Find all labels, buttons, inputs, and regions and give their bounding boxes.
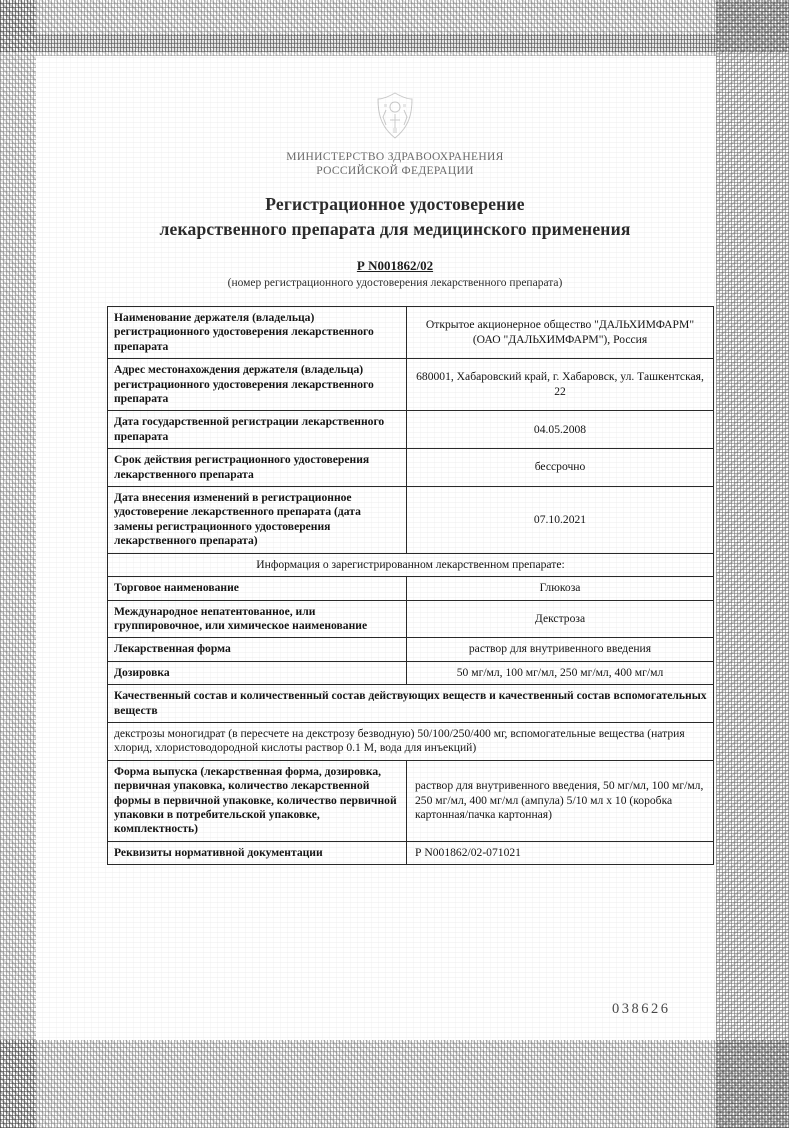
russian-coat-of-arms-icon — [372, 90, 418, 142]
row-value: 04.05.2008 — [407, 411, 714, 449]
row-value: Р N001862/02-071021 — [407, 841, 714, 864]
ministry-line-1: МИНИСТЕРСТВО ЗДРАВООХРАНЕНИЯ — [286, 151, 504, 163]
row-value: раствор для внутривенного введения, 50 мг/мл, 100 мг/мл, 250 мг/мл, 400 мг/мл (ампула) 5/10 мл х 10 (коробка картонная/пачка картонная) — [407, 760, 714, 841]
row-value: 07.10.2021 — [407, 487, 714, 554]
table-row — [108, 359, 714, 411]
table-row — [108, 449, 714, 487]
composition-text: декстрозы моногидрат (в пересчете на декстрозу безводную) 50/100/250/400 мг, вспомогательные вещества (натрия хлорид, хлористоводородной кислоты раствор 0.1 М, вода для инъекций) — [108, 722, 714, 760]
registration-number-caption: (номер регистрационного удостоверения лекарственного препарата) — [227, 277, 563, 289]
row-value: раствор для внутривенного введения — [407, 638, 714, 661]
section-header: Информация о зарегистрированном лекарственном препарате: — [108, 553, 714, 576]
ministry-heading — [60, 150, 730, 178]
row-label: Дата государственной регистрации лекарственного препарата — [108, 411, 407, 449]
registration-table — [107, 306, 714, 865]
table-row — [108, 760, 714, 841]
document-content — [60, 60, 730, 865]
scan-noise-inner-top — [36, 34, 716, 56]
table-row — [108, 600, 714, 638]
row-label: Адрес местонахождения держателя (владельца) регистрационного удостоверения лекарственного препарата — [108, 359, 407, 411]
row-label: Форма выпуска (лекарственная форма, дозировка, первичная упаковка, количество лекарственной формы в первичной упаковке, количество первичной упаковки в потребительской упаковке, комплектность) — [108, 760, 407, 841]
row-value: 680001, Хабаровский край, г. Хабаровск, ул. Ташкентская, 22 — [407, 359, 714, 411]
table-row — [108, 638, 714, 661]
row-value: Открытое акционерное общество "ДАЛЬХИМФАРМ" (ОАО "ДАЛЬХИМФАРМ"), Россия — [407, 307, 714, 359]
table-row — [108, 577, 714, 600]
scan-noise-top — [0, 0, 789, 52]
composition-header: Качественный состав и количественный состав действующих веществ и качественный состав вспомогательных веществ — [108, 685, 714, 723]
title-line-1: Регистрационное удостоверение — [265, 194, 525, 214]
title-line-2: лекарственного препарата для медицинского применения — [159, 219, 631, 239]
row-value: Глюкоза — [407, 577, 714, 600]
table-row — [108, 307, 714, 359]
row-label: Наименование держателя (владельца) регистрационного удостоверения лекарственного препарата — [108, 307, 407, 359]
row-value: Декстроза — [407, 600, 714, 638]
scan-noise-left — [0, 0, 36, 1128]
table-row — [108, 661, 714, 684]
table-row — [108, 841, 714, 864]
row-value: 50 мг/мл, 100 мг/мл, 250 мг/мл, 400 мг/мл — [407, 661, 714, 684]
ministry-line-2: РОССИЙСКОЙ ФЕДЕРАЦИИ — [316, 165, 474, 177]
row-label: Дата внесения изменений в регистрационное удостоверение лекарственного препарата (дата замены регистрационного удостоверения лекарственного препарата) — [108, 487, 407, 554]
table-row — [108, 487, 714, 554]
row-value: бессрочно — [407, 449, 714, 487]
stamp-number: 038626 — [612, 1001, 671, 1017]
page-title — [60, 192, 730, 242]
table-row — [108, 411, 714, 449]
row-label: Реквизиты нормативной документации — [108, 841, 407, 864]
row-label: Международное непатентованное, или группировочное, или химическое наименование — [108, 600, 407, 638]
row-label: Дозировка — [108, 661, 407, 684]
composition-text-row — [108, 722, 714, 760]
row-label: Срок действия регистрационного удостоверения лекарственного препарата — [108, 449, 407, 487]
scan-noise-bottom — [0, 1040, 789, 1128]
table-section-header-row — [108, 553, 714, 576]
row-label: Торговое наименование — [108, 577, 407, 600]
composition-header-row — [108, 685, 714, 723]
row-label: Лекарственная форма — [108, 638, 407, 661]
registration-number: Р N001862/02 — [356, 258, 434, 273]
